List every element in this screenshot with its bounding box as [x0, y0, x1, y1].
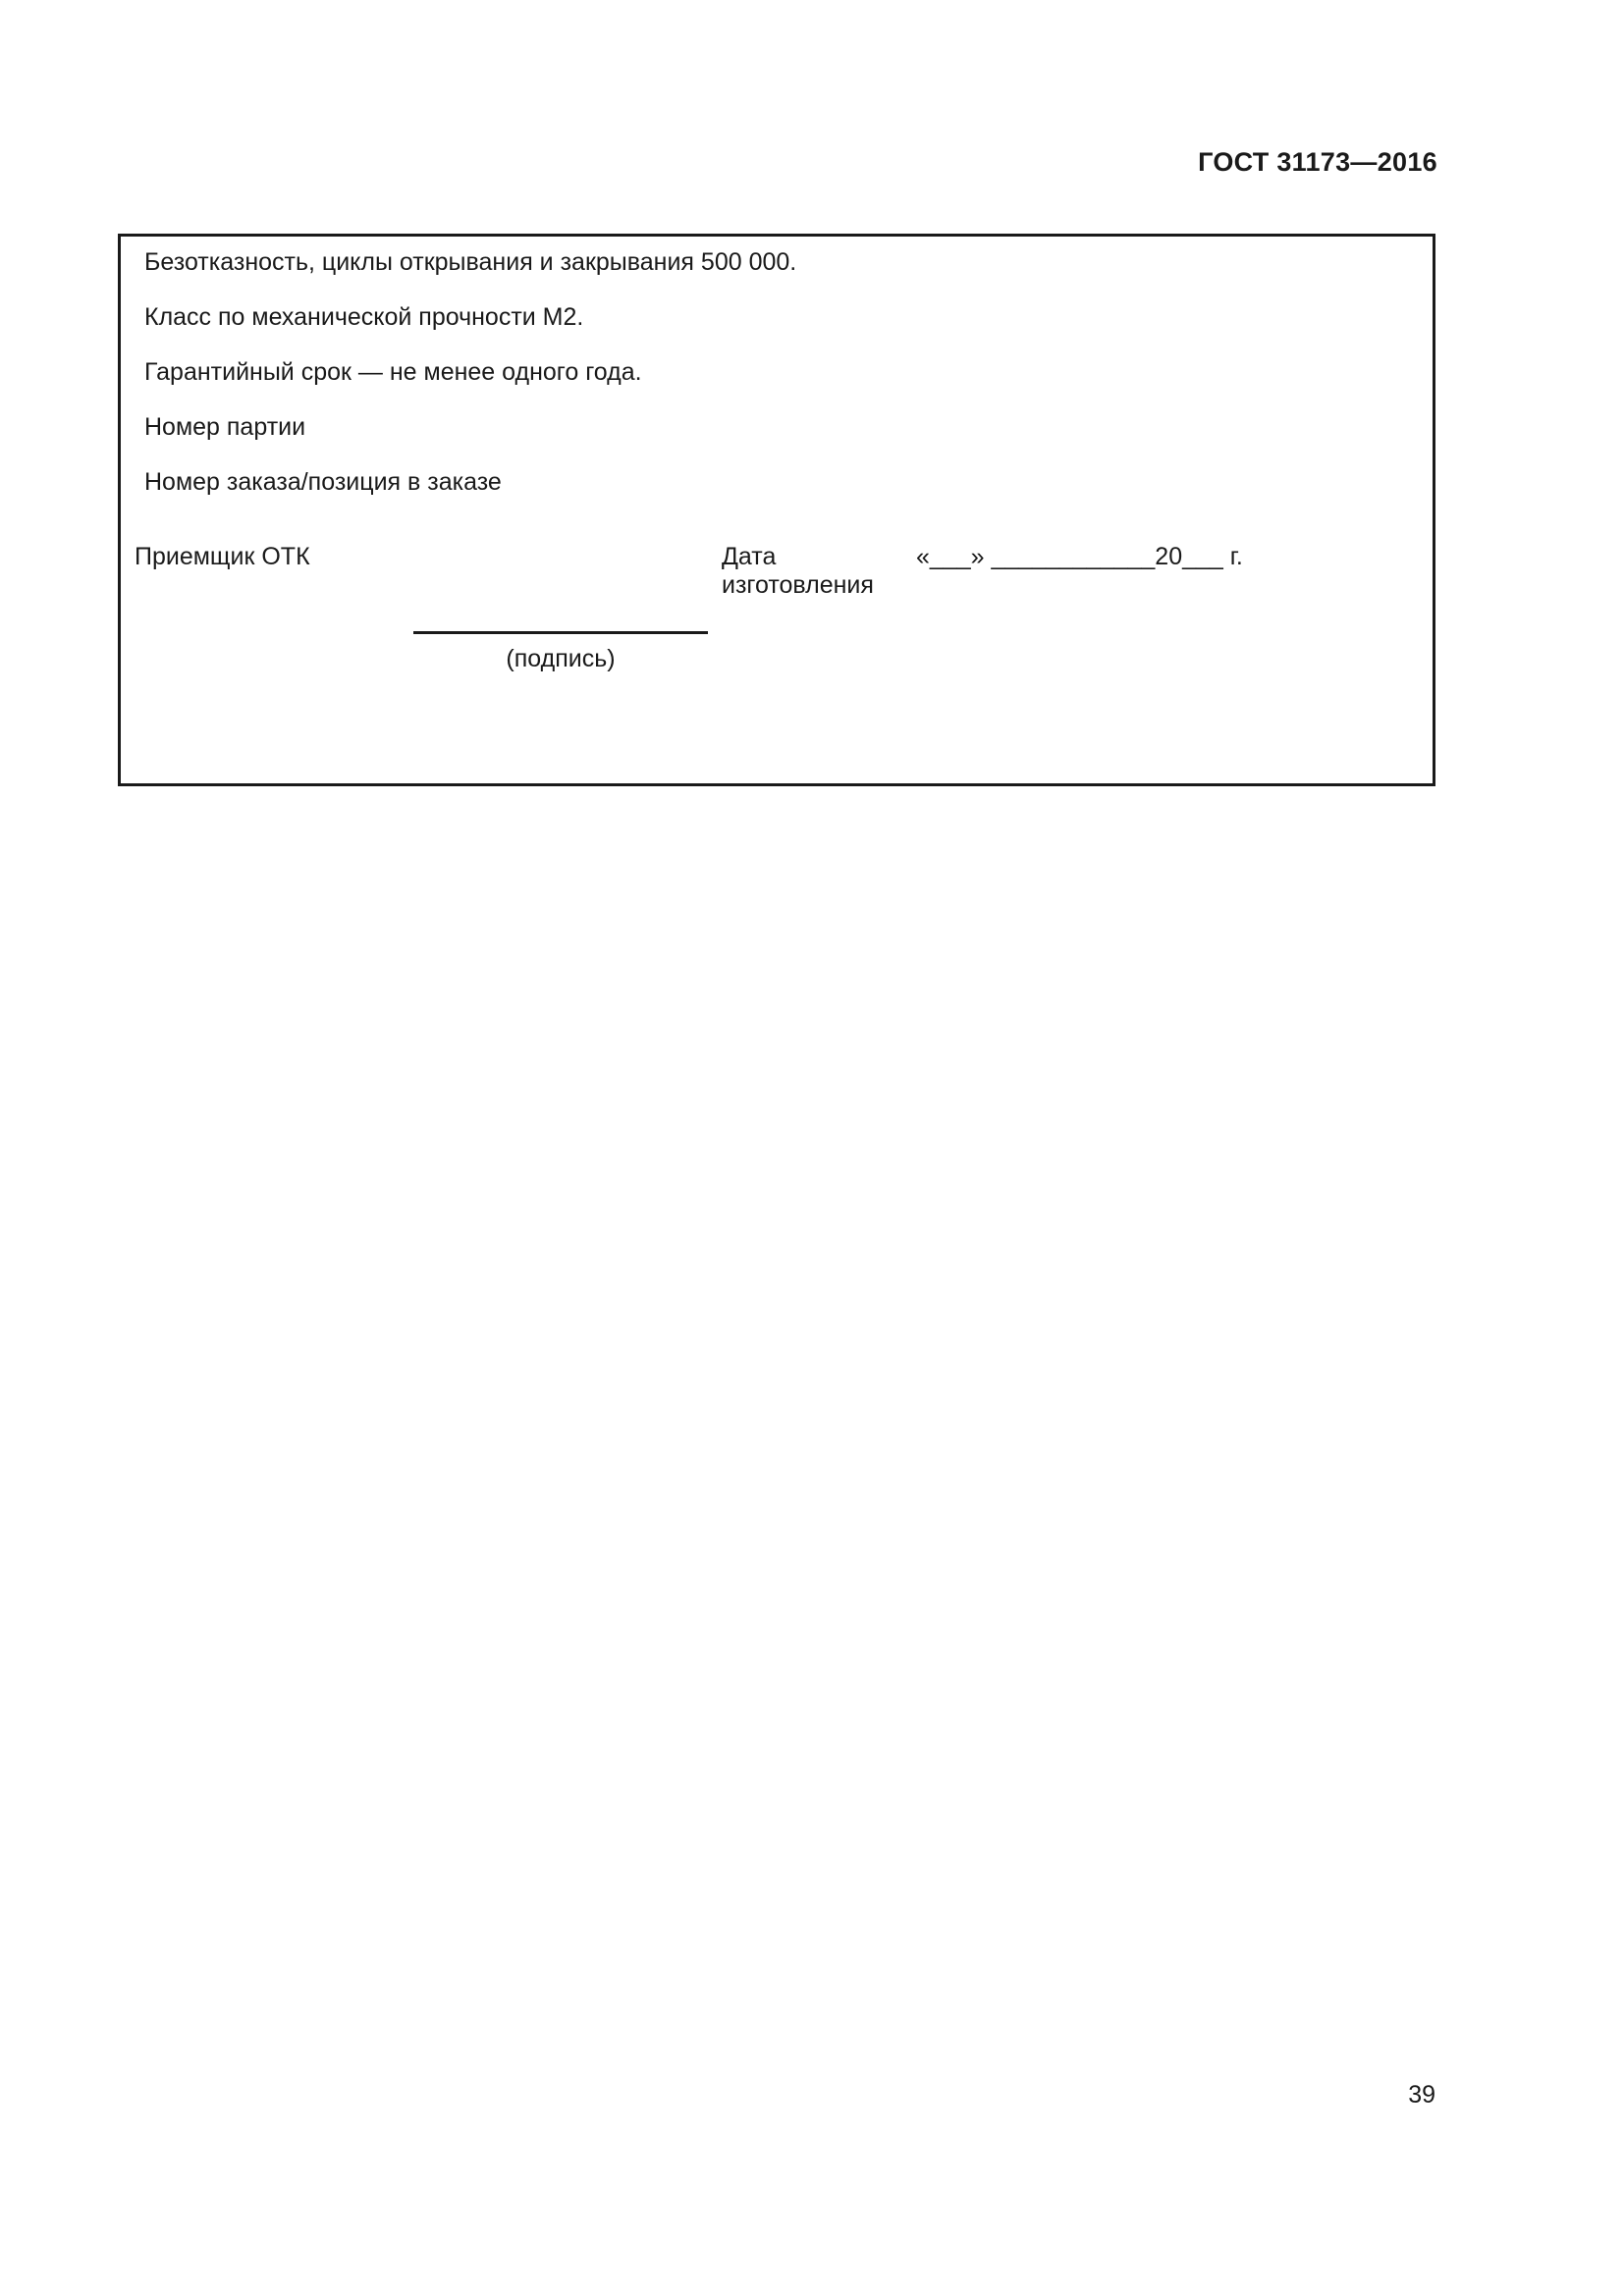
page-number: 39: [1408, 2081, 1435, 2109]
document-standard-code: ГОСТ 31173—2016: [1198, 147, 1437, 177]
order-number-line: Номер заказа/позиция в заказе: [144, 468, 502, 496]
date-label-line-1: Дата: [722, 543, 777, 570]
date-label-line-2: изготовления: [722, 571, 874, 599]
batch-number-line: Номер партии: [144, 413, 306, 441]
manufacture-date-template: «___» ____________20___ г.: [916, 543, 1243, 570]
warranty-line: Гарантийный срок — не менее одного года.: [144, 358, 642, 386]
reliability-line: Безотказность, циклы открывания и закрывания 500 000.: [144, 248, 797, 276]
strength-class-line: Класс по механической прочности М2.: [144, 303, 584, 331]
signature-line: [413, 631, 708, 634]
manufacture-date-label: [722, 543, 908, 600]
product-label-form: [118, 234, 1435, 786]
signature-caption: (подпись): [506, 645, 616, 672]
inspector-label: Приемщик ОТК: [135, 543, 310, 570]
